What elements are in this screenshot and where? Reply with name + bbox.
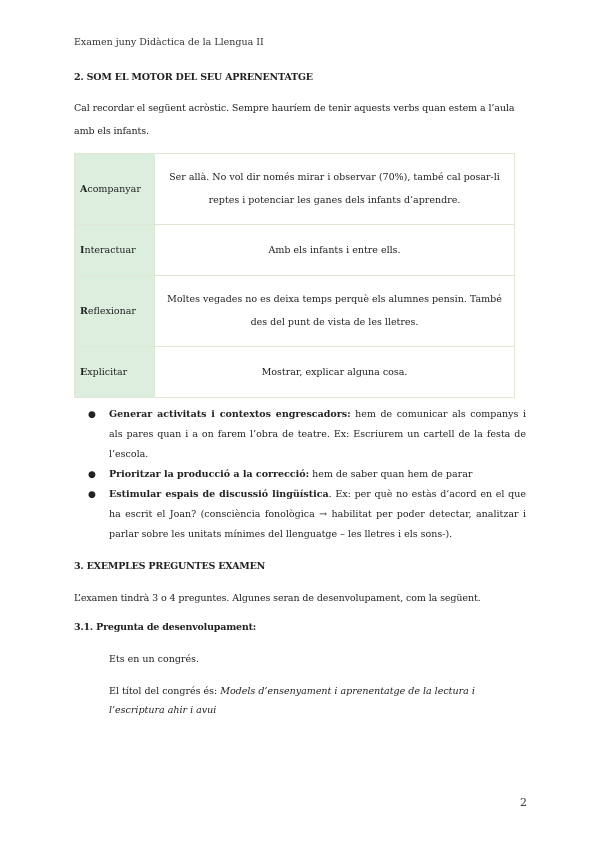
bullet-bold: Generar activitats i contextos engrescadors:: [109, 409, 351, 420]
term-rest: companyar: [87, 183, 141, 195]
congress-title: Models d’ensenyament i aprenentatge de la lectura i l’escriptura ahir i avui: [109, 686, 475, 716]
bullet-text: . Ex: per què no estàs d’acord en el que ha escrit el Joan? (consciència fonològica → habilitat per poder detectar, analitzar i parlar sobre les unitats mínimes del llenguatge – les lletres i els sons-).: [109, 489, 526, 540]
page-number: 2: [520, 796, 527, 809]
term-initial: A: [80, 183, 88, 195]
table-row: [75, 347, 515, 398]
bullet-icon: ●: [88, 470, 96, 480]
section-3-heading: 3. EXEMPLES PREGUNTES EXAMEN: [74, 561, 266, 572]
bullet-bold: Estimular espais de discussió lingüística: [109, 489, 329, 500]
acrostic-description: Ser allà. No vol dir només mirar i observar (70%), també cal posar-li reptes i potenciar les ganes dels infants d’aprendre.: [155, 154, 515, 225]
term-rest: eflexionar: [87, 305, 136, 317]
bullet-icon: ●: [88, 410, 96, 420]
section-2-intro: Cal recordar el següent acròstic. Sempre hauríem de tenir aquests verbs quan estem a l’aula amb els infants.: [74, 103, 515, 137]
bullet-text: hem de saber quan hem de parar: [309, 469, 473, 480]
bullet-list: [88, 405, 526, 545]
acrostic-description: Amb els infants i entre ells.: [155, 225, 515, 276]
bullet-bold: Prioritzar la producció a la correcció:: [109, 469, 310, 480]
acrostic-description: Mostrar, explicar alguna cosa.: [155, 347, 515, 398]
bullet-icon: ●: [88, 490, 96, 500]
section-2-heading: 2. SOM EL MOTOR DEL SEU APRENENTATGE: [74, 72, 313, 83]
term-rest: xplicitar: [87, 366, 128, 378]
acrostic-term: [75, 276, 155, 347]
question-line-1: Ets en un congrés.: [109, 654, 199, 665]
term-initial: I: [80, 244, 85, 256]
page-header: Examen juny Didàctica de la Llengua II: [74, 37, 264, 48]
term-rest: nteractuar: [84, 244, 136, 256]
table-row: [75, 225, 515, 276]
question-line-2: [109, 682, 527, 720]
term-initial: E: [80, 366, 88, 378]
term-initial: R: [80, 305, 88, 317]
table-row: [75, 276, 515, 347]
acrostic-term: [75, 225, 155, 276]
list-item: [88, 485, 526, 545]
acrostic-table: [74, 153, 515, 398]
section-3-intro: L’examen tindrà 3 o 4 preguntes. Algunes seran de desenvolupament, com la següent.: [74, 593, 481, 604]
question-line-2-plain: El títol del congrés és:: [109, 686, 221, 697]
acrostic-term: [75, 154, 155, 225]
question-subheading: 3.1. Pregunta de desenvolupament:: [74, 622, 257, 633]
table-row: [75, 154, 515, 225]
list-item: [88, 465, 526, 485]
acrostic-term: [75, 347, 155, 398]
list-item: [88, 405, 526, 465]
bullet-text: hem de comunicar als companys i als pares quan i a on farem l’obra de teatre. Ex: Escriurem un cartell de la festa de l’escola.: [109, 409, 526, 460]
acrostic-description: Moltes vegades no es deixa temps perquè els alumnes pensin. També des del punt de vista de les lletres.: [155, 276, 515, 347]
